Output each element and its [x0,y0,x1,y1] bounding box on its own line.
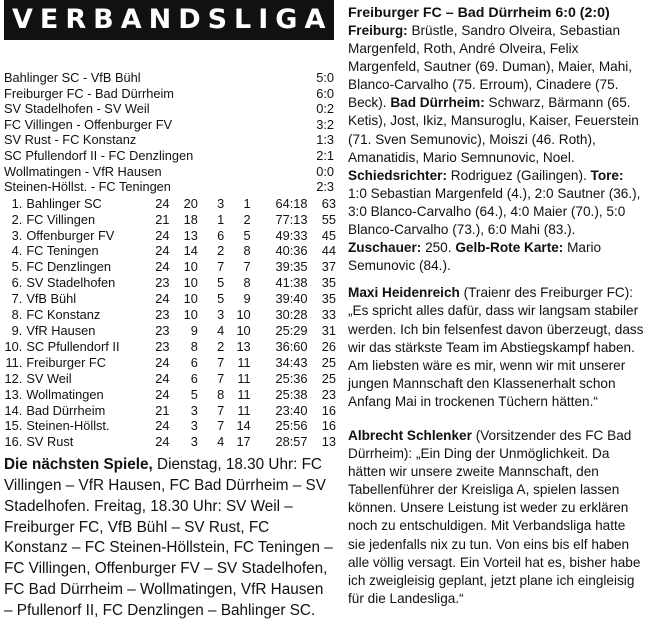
table-goals: 23:40 [275,402,308,418]
table-games: 24 [155,259,170,275]
table-wins: 8 [190,338,198,354]
result-score: 1:3 [316,132,334,148]
table-draws: 6 [217,227,225,243]
table-draws: 5 [217,275,225,291]
table-team: SV Rust [26,434,74,450]
table-games: 23 [155,338,170,354]
table-points: 55 [321,211,336,227]
table-points: 37 [321,259,336,275]
table-row [4,196,336,212]
table-row [4,243,336,259]
table-row [4,228,336,244]
table-position: 8. [11,307,23,323]
standings-table [4,196,336,451]
table-wins: 10 [183,275,198,291]
quote-heidenreich [348,284,646,411]
table-games: 24 [155,195,170,211]
table-games: 24 [155,354,170,370]
duerrheim-lineup: Schwarz, Bärmann (65. Ketis), Jost, Ikiz, Mansuroglu, Kaiser, Feuerstein (71. Sven Semunovic), Moiszi (46. Roth), Amanatidis, Mario Semnunovic, Noel. [348,95,639,165]
table-position: 1. [11,195,23,211]
table-draws: 7 [217,418,225,434]
table-wins: 3 [190,418,198,434]
table-losses: 8 [243,275,251,291]
table-wins: 5 [190,386,198,402]
table-row [4,371,336,387]
table-position: 5. [11,259,23,275]
result-row [4,117,334,133]
table-row [4,434,336,450]
goals-text: 1:0 Sebastian Margenfeld (4.), 2:0 Sautner (36.), 3:0 Blanco-Carvalho (64.), 4:0 Maier (70.), 5:0 Blanco-Carvalho (73.), 6:0 Mahi (83.). [348,185,641,238]
table-losses: 17 [236,434,251,450]
table-draws: 7 [217,402,225,418]
table-goals: 28:57 [275,434,308,450]
table-games: 24 [155,291,170,307]
table-row [4,291,336,307]
table-goals: 36:60 [275,338,308,354]
table-games: 24 [155,227,170,243]
table-position: 2. [11,211,23,227]
table-team: FC Denzlingen [26,259,111,275]
table-wins: 20 [183,195,198,211]
table-goals: 39:35 [275,259,308,275]
table-wins: 9 [190,323,198,338]
table-goals: 25:56 [275,418,308,434]
table-points: 31 [321,323,336,338]
table-goals: 30:28 [275,307,308,323]
results-list [4,70,334,195]
table-team: SC Pfullendorf II [26,338,120,354]
table-draws: 7 [217,354,225,370]
table-losses: 10 [236,307,251,323]
result-score: 0:2 [316,101,334,117]
result-match: Bahlinger SC - VfB Bühl [4,70,141,85]
result-score: 5:0 [316,70,334,85]
table-losses: 11 [237,370,251,386]
table-team: Steinen-Höllst. [26,418,110,434]
table-row [4,323,336,339]
table-goals: 64:18 [275,195,308,211]
card-text: Mario Semunovic (84.). [348,240,602,274]
table-draws: 1 [217,211,225,227]
result-row [4,101,334,117]
table-points: 25 [321,370,336,386]
result-match: SV Stadelhofen - SV Weil [4,101,150,117]
result-match: Steinen-Höllst. - FC Teningen [4,179,171,195]
table-wins: 10 [183,307,198,323]
match-report-title: Freiburger FC – Bad Dürrheim 6:0 (2:0) [348,5,610,21]
quote-author: Albrecht Schlenker [348,427,472,443]
table-position: 7. [11,291,23,307]
spectators-label: Zuschauer: [348,240,422,256]
result-score: 6:0 [316,85,334,101]
table-games: 24 [155,386,170,402]
table-position: 15. [4,418,23,434]
quote-text: (Traienr des Freiburger FC): „Es spricht alles dafür, dass wir langsam stabiler werden. Ich bin felsenfest davon überzeugt, dass wir das stärkste Team im Abstiegskampf haben. Am liebsten wäre es mir, wenn wir mit unserer jungen Mannschaft den Klassenerhalt schon Anfang Mai in trockenen Tüchern hätten.“ [348,285,644,409]
table-wins: 14 [183,243,198,259]
table-position: 16. [4,434,23,450]
table-team: Freiburger FC [26,354,106,370]
result-match: Freiburger FC - Bad Dürrheim [4,85,174,101]
table-draws: 7 [217,259,225,275]
table-position: 13. [4,386,23,402]
table-row [4,339,336,355]
table-wins: 6 [190,354,198,370]
table-points: 26 [321,338,336,354]
match-report [348,22,646,275]
result-match: SC Pfullendorf II - FC Denzlingen [4,147,194,163]
table-points: 13 [321,434,336,450]
table-losses: 2 [243,211,251,227]
result-row [4,70,334,86]
table-losses: 10 [236,323,251,338]
quote-author: Maxi Heidenreich [348,285,460,301]
table-points: 16 [321,402,336,418]
table-games: 24 [155,370,170,386]
table-draws: 4 [217,434,225,450]
table-losses: 14 [236,418,251,434]
table-games: 24 [155,243,170,259]
table-goals: 49:33 [275,227,308,243]
result-row [4,179,334,195]
table-position: 4. [11,243,23,259]
table-team: VfR Hausen [26,323,96,338]
table-losses: 11 [237,354,251,370]
result-row [4,148,334,164]
table-goals: 34:43 [275,354,308,370]
next-games [4,455,334,621]
table-position: 12. [4,370,23,386]
table-row [4,387,336,403]
result-score: 2:1 [316,147,334,163]
referee-label: Schiedsrichter: [348,167,447,183]
table-losses: 11 [237,386,251,402]
referee-text: Rodriguez (Gailingen). [450,167,587,183]
table-goals: 25:36 [275,370,308,386]
table-losses: 1 [243,195,251,211]
table-wins: 6 [190,370,198,386]
table-team: Bad Dürrheim [26,402,106,418]
table-points: 35 [321,275,336,291]
table-position: 6. [11,275,23,291]
table-losses: 13 [236,338,251,354]
table-losses: 11 [237,402,251,418]
table-points: 35 [321,291,336,307]
table-games: 24 [155,418,170,434]
table-points: 44 [321,243,336,259]
table-row [4,259,336,275]
result-match: FC Villingen - Offenburger FV [4,116,173,132]
table-wins: 18 [183,211,198,227]
table-position: 9. [11,323,23,338]
table-losses: 5 [243,227,251,243]
table-row [4,403,336,419]
table-points: 16 [321,418,336,434]
table-team: Wollmatingen [26,386,104,402]
table-draws: 2 [217,243,225,259]
table-team: FC Villingen [26,211,96,227]
table-points: 25 [321,354,336,370]
table-position: 3. [11,227,23,243]
result-match: SV Rust - FC Konstanz [4,132,137,148]
table-wins: 13 [183,227,198,243]
quote-text: (Vorsitzender des FC Bad Dürrheim): „Ein Ding der Unmöglichkeit. Da hätten wir unsere zweite Mannschaft, den Tabellenführer der Kreisliga A, spielen lassen können. Unsere Leistung ist weder zu erklären noch zu entschuldigen. Mit Verbandsliga hatte sie jedenfalls nix zu tun. Von eins bis elf haben alle völlig versagt. Ein Vorteil hat es, bisher habe ich zweigleisig geplant, jetzt plane ich eingleisig für die Landesliga.“ [348,427,641,606]
table-goals: 77:13 [275,211,308,227]
duerrheim-label: Bad Dürrheim: [390,95,485,111]
table-goals: 40:36 [275,243,308,259]
table-games: 24 [155,434,170,450]
table-goals: 25:29 [275,323,308,338]
result-row [4,86,334,102]
table-team: SV Stadelhofen [26,275,116,291]
table-draws: 8 [217,386,225,402]
left-column [4,0,334,622]
table-row [4,275,336,291]
result-score: 2:3 [316,179,334,195]
table-team: Offenburger FV [26,227,115,243]
result-row [4,164,334,180]
table-team: Bahlinger SC [26,195,102,211]
quote-schlenker [348,427,646,608]
freiburg-label: Freiburg: [348,23,408,38]
result-row [4,132,334,148]
table-team: FC Teningen [26,243,99,259]
freiburg-lineup: Brüstle, Sandro Olveira, Sebastian Margenfeld, Roth, André Olveira, Felix Margenfeld, Sautner (69. Duman), Maier, Mahi, Blanco-Carvalho (75. Erroum), Cinadere (75. Beck). [348,23,633,111]
table-draws: 7 [217,370,225,386]
table-wins: 3 [190,402,198,418]
section-banner: VERBANDSLIGA [4,0,334,40]
goals-label: Tore: [590,167,624,183]
table-points: 45 [321,227,336,243]
table-wins: 10 [183,291,198,307]
spectators-text: 250. [425,240,452,256]
table-team: FC Konstanz [26,307,101,323]
table-draws: 4 [217,323,225,338]
table-goals: 25:38 [275,386,308,402]
table-draws: 3 [217,307,225,323]
table-team: VfB Bühl [26,291,77,307]
table-team: SV Weil [26,370,72,386]
table-points: 63 [321,195,336,211]
table-points: 23 [321,386,336,402]
table-row [4,355,336,371]
table-row [4,307,336,323]
table-games: 21 [155,402,170,418]
result-match: Wollmatingen - VfR Hausen [4,163,162,179]
table-draws: 5 [217,291,225,307]
card-label: Gelb-Rote Karte: [455,240,564,256]
table-wins: 3 [190,434,198,450]
table-goals: 41:38 [275,275,308,291]
table-position: 14. [4,402,23,418]
next-games-text: Dienstag, 18.30 Uhr: FC Villingen – VfR Hausen, FC Bad Dürrheim – SV Stadelhofen. Freitag, 18.30 Uhr: SV Weil – Freiburger FC, VfB Bühl – SV Rust, FC Konstanz – FC Steinen-Höllstein, FC Teningen – FC Villingen, Offenburger FV – SV Stadelhofen, FC Bad Dürrheim – Wollmatingen, VfR Hausen – Pfullenorf II, FC Denzlingen – Bahlinger SC. [4,456,333,619]
table-points: 33 [321,307,336,323]
table-games: 21 [155,211,170,227]
next-games-heading: Die nächsten Spiele, [4,456,153,474]
table-draws: 3 [217,195,225,211]
right-column [348,0,646,608]
table-draws: 2 [217,338,225,354]
table-games: 23 [155,275,170,291]
result-score: 3:2 [316,116,334,132]
table-goals: 39:40 [275,291,308,307]
table-losses: 7 [243,259,251,275]
table-losses: 8 [243,243,251,259]
table-position: 10. [4,338,23,354]
table-games: 23 [155,323,170,338]
table-position: 11. [5,354,23,370]
table-row [4,212,336,228]
table-games: 23 [155,307,170,323]
result-score: 0:0 [316,163,334,179]
table-losses: 9 [243,291,251,307]
table-row [4,418,336,434]
table-wins: 10 [183,259,198,275]
